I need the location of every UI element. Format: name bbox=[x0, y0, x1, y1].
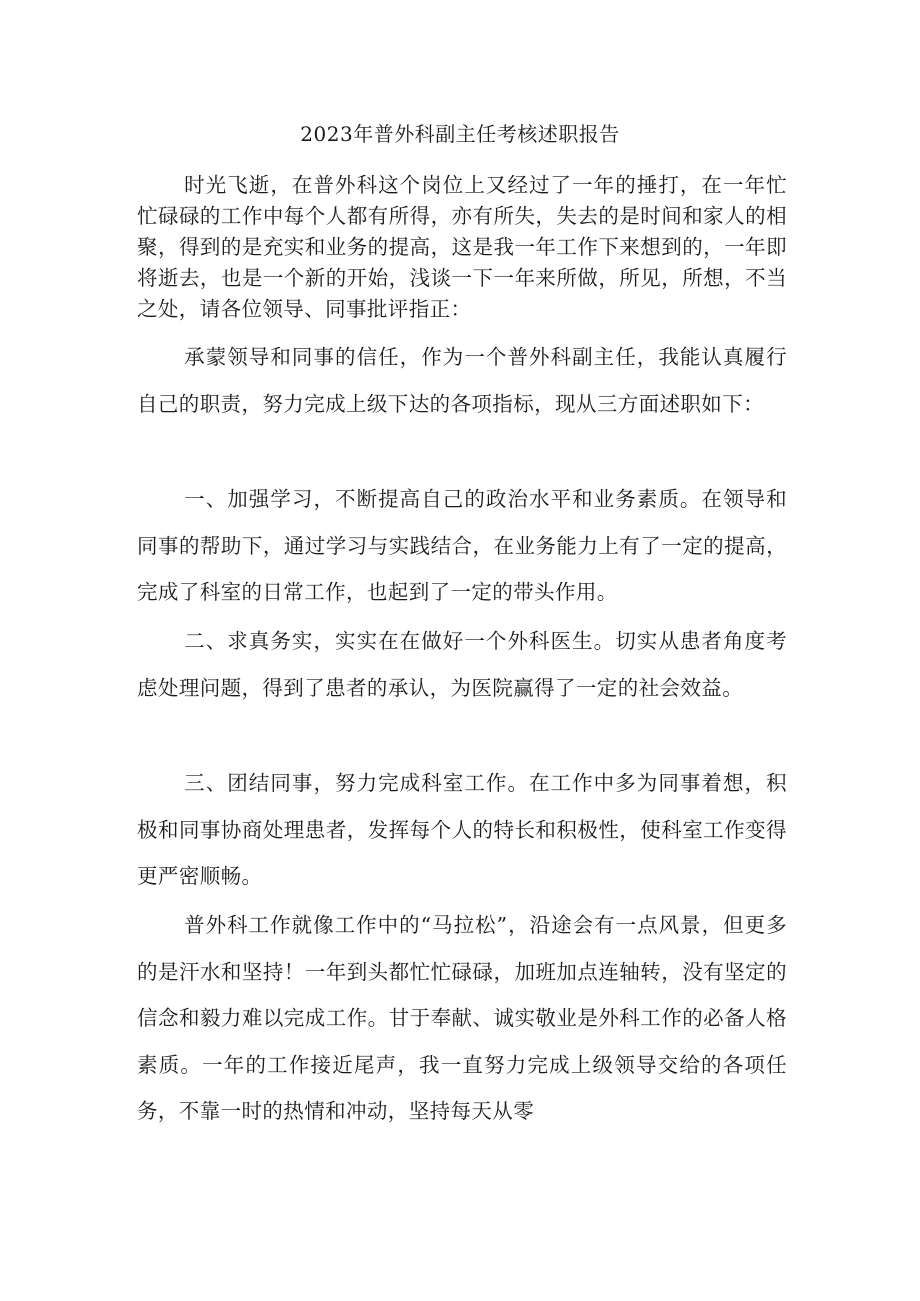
paragraph-duties: 承蒙领导和同事的信任，作为一个普外科副主任，我能认真履行自己的职责，努力完成上级下达的各项指标，现从三方面述职如下： bbox=[137, 345, 787, 416]
paragraph-marathon: 普外科工作就像工作中的“马拉松”，沿途会有一点风景，但更多的是汗水和坚持！一年到头都忙忙碌碌，加班加点连轴转，没有坚定的信念和毅力难以完成工作。甘于奉献、诚实敬业是外科工作的必备人格素质。一年的工作接近尾声，我一直努力完成上级领导交给的各项任务，不靠一时的热情和冲动，坚持每天从零 bbox=[137, 913, 787, 1123]
paragraph-point-one: 一、加强学习，不断提高自己的政治水平和业务素质。在领导和同事的帮助下，通过学习与实践结合，在业务能力上有了一定的提高，完成了科室的日常工作，也起到了一定的带头作用。 bbox=[137, 487, 787, 605]
document-title: 2023年普外科副主任考核述职报告 bbox=[300, 122, 620, 146]
paragraph-point-two: 二、求真务实，实实在在做好一个外科医生。切实从患者角度考虑处理问题，得到了患者的承认，为医院赢得了一定的社会效益。 bbox=[137, 629, 787, 700]
paragraph-intro: 时光飞逝，在普外科这个岗位上又经过了一年的捶打，在一年忙忙碌碌的工作中每个人都有所得，亦有所失，失去的是时间和家人的相聚，得到的是充实和业务的提高，这是我一年工作下来想到的，一年即将逝去，也是一个新的开始，浅谈一下一年来所做，所见，所想，不当之处，请各位领导、同事批评指正： bbox=[137, 173, 787, 321]
paragraph-point-three: 三、团结同事，努力完成科室工作。在工作中多为同事着想，积极和同事协商处理患者，发挥每个人的特长和积极性，使科室工作变得更严密顺畅。 bbox=[137, 771, 787, 889]
